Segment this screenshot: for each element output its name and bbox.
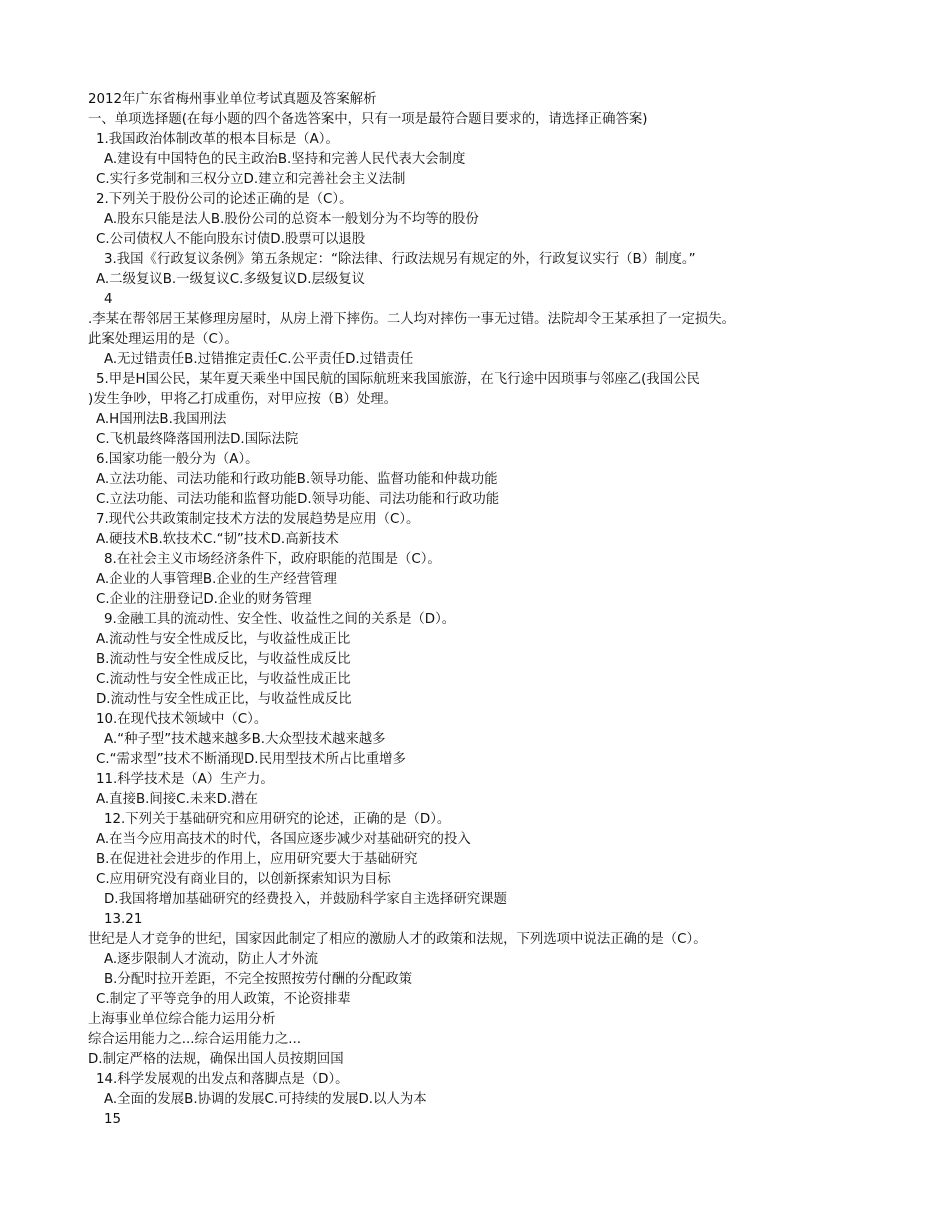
q12-option-d: D.我国将增加基础研究的经费投入，并鼓励科学家自主选择研究课题: [104, 892, 507, 907]
question-13-text: 世纪是人才竞争的世纪，国家因此制定了相应的激励人才的政策和法规，下列选项中说法正确的是（C）。: [88, 932, 707, 947]
q9-option-d: D.流动性与安全性成正比，与收益性成反比: [96, 692, 352, 707]
q1-options-cd: C.实行多党制和三权分立D.建立和完善社会主义法制: [96, 172, 406, 187]
question-3: 3.我国《行政复议条例》第五条规定：“除法律、行政法规另有规定的外，行政复议实行（B）制度。”: [104, 252, 696, 267]
question-8: 8.在社会主义市场经济条件下，政府职能的范围是（C）。: [104, 552, 441, 567]
question-5-cont: )发生争吵，甲将乙打成重伤，对甲应按（B）处理。: [88, 392, 398, 407]
q13-option-d: D.制定严格的法规，确保出国人员按期回国: [88, 1052, 344, 1067]
q7-options: A.硬技术B.软技术C.“韧”技术D.高新技术: [96, 532, 339, 547]
q13-option-b: B.分配时拉开差距，不完全按照按劳付酬的分配政策: [104, 972, 413, 987]
q14-options: A.全面的发展B.协调的发展C.可持续的发展D.以人为本: [104, 1092, 427, 1107]
q12-option-a: A.在当今应用高技术的时代，各国应逐步减少对基础研究的投入: [96, 832, 471, 847]
q6-options-ab: A.立法功能、司法功能和行政功能B.领导功能、监督功能和仲裁功能: [96, 472, 498, 487]
question-12: 12.下列关于基础研究和应用研究的论述，正确的是（D）。: [104, 812, 451, 827]
q13-option-a: A.逐步限制人才流动，防止人才外流: [104, 952, 319, 967]
question-7: 7.现代公共政策制定技术方法的发展趋势是应用（C）。: [96, 512, 420, 527]
question-10: 10.在现代技术领域中（C）。: [96, 712, 268, 727]
q6-options-cd: C.立法功能、司法功能和监督功能D.领导功能、司法功能和行政功能: [96, 492, 500, 507]
q1-options-ab: A.建设有中国特色的民主政治B.坚持和完善人民代表大会制度: [104, 152, 466, 167]
question-1: 1.我国政治体制改革的根本目标是（A）。: [96, 132, 339, 147]
q4-options: A.无过错责任B.过错推定责任C.公平责任D.过错责任: [104, 352, 414, 367]
q12-option-b: B.在促进社会进步的作用上，应用研究要大于基础研究: [96, 852, 418, 867]
question-14: 14.科学发展观的出发点和落脚点是（D）。: [96, 1072, 349, 1087]
q12-option-c: C.应用研究没有商业目的，以创新探索知识为目标: [96, 872, 391, 887]
q13-option-c: C.制定了平等竞争的用人政策，不论资排辈: [96, 992, 351, 1007]
doc-title: 2012年广东省梅州事业单位考试真题及答案解析: [88, 92, 377, 107]
q2-options-ab: A.股东只能是法人B.股份公司的总资本一般划分为不均等的股份: [104, 212, 479, 227]
question-2: 2.下列关于股份公司的论述正确的是（C）。: [96, 192, 353, 207]
question-9: 9.金融工具的流动性、安全性、收益性之间的关系是（D）。: [104, 612, 456, 627]
question-4-text-cont: 此案处理运用的是（C）。: [88, 332, 238, 347]
q2-options-cd: C.公司债权人不能向股东讨债D.股票可以退股: [96, 232, 366, 247]
question-6: 6.国家功能一般分为（A）。: [96, 452, 259, 467]
q10-options-cd: C.“需求型”技术不断涌现D.民用型技术所占比重增多: [96, 752, 406, 767]
q11-options: A.直接B.间接C.未来D.潜在: [96, 792, 258, 807]
q9-option-b: B.流动性与安全性成反比，与收益性成反比: [96, 652, 351, 667]
q9-option-c: C.流动性与安全性成正比，与收益性成正比: [96, 672, 351, 687]
question-13-number: 13.21: [104, 912, 143, 927]
q9-option-a: A.流动性与安全性成反比，与收益性成正比: [96, 632, 351, 647]
question-5: 5.甲是H国公民，某年夏天乘坐中国民航的国际航班来我国旅游，在飞行途中因琐事与邻座乙(我国公民: [96, 372, 700, 387]
inserted-subline: 综合运用能力之...综合运用能力之...: [88, 1032, 302, 1047]
q8-options-ab: A.企业的人事管理B.企业的生产经营管理: [96, 572, 337, 587]
question-4-number: 4: [104, 292, 113, 307]
q5-options-cd: C.飞机最终降落国刑法D.国际法院: [96, 432, 299, 447]
q5-options-ab: A.H国刑法B.我国刑法: [96, 412, 227, 427]
q10-options-ab: A.“种子型”技术越来越多B.大众型技术越来越多: [104, 732, 386, 747]
inserted-heading: 上海事业单位综合能力运用分析: [88, 1012, 276, 1027]
question-15-number: 15: [104, 1112, 122, 1127]
q3-options: A.二级复议B.一级复议C.多级复议D.层级复议: [96, 272, 366, 287]
question-11: 11.科学技术是（A）生产力。: [96, 772, 274, 787]
section-heading: 一、单项选择题(在每小题的四个备选答案中，只有一项是最符合题目要求的，请选择正确答案): [88, 112, 648, 127]
question-4-text: .李某在帮邻居王某修理房屋时，从房上滑下摔伤。二人均对摔伤一事无过错。法院却令王某承担了一定损失。: [88, 312, 736, 327]
q8-options-cd: C.企业的注册登记D.企业的财务管理: [96, 592, 312, 607]
